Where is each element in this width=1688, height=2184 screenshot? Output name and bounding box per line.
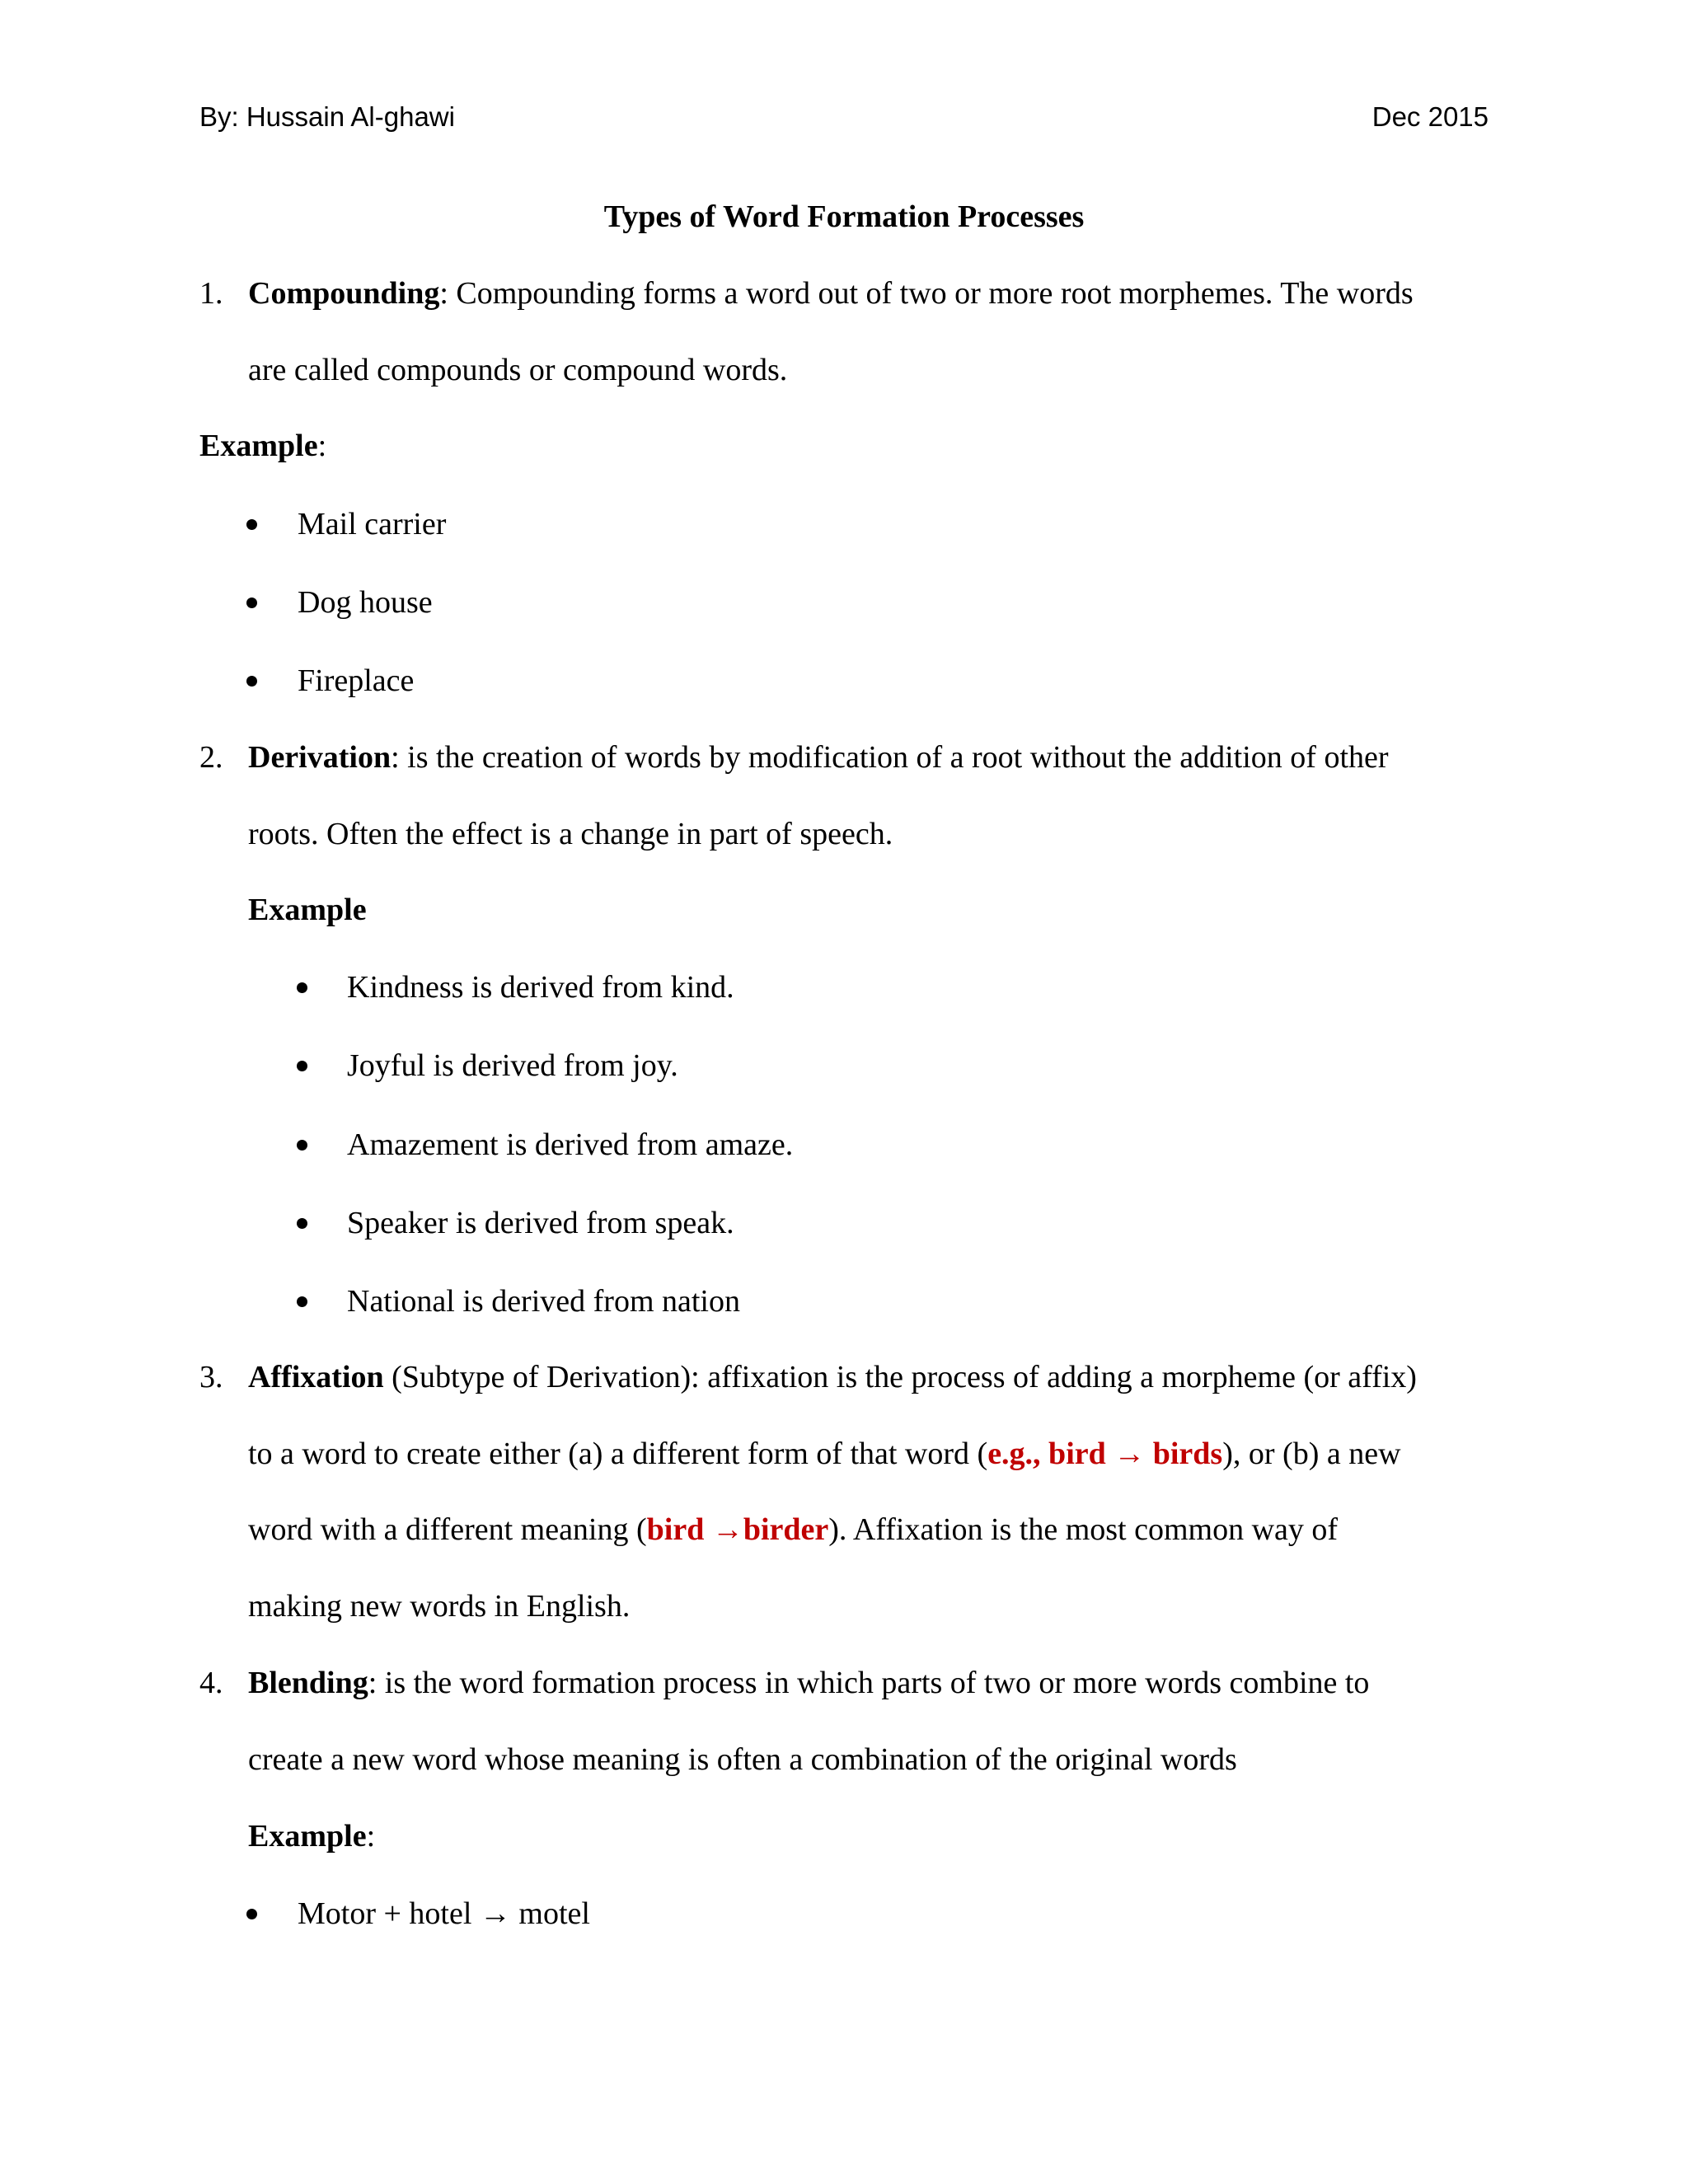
- section-compounding-line-1: Compounding: Compounding forms a word out of two or more root morphemes. The words: [248, 276, 1414, 311]
- list-item: Speaker is derived from speak.: [347, 1206, 734, 1240]
- list-item: Joyful is derived from joy.: [347, 1048, 678, 1083]
- section-blending-line-2: create a new word whose meaning is often a combination of the original words: [248, 1742, 1237, 1777]
- list-item: Motor + hotel → motel: [298, 1896, 590, 1931]
- term-compounding: Compounding: [248, 276, 440, 311]
- term-affixation: Affixation: [248, 1360, 384, 1394]
- bullet-icon: [297, 1296, 307, 1307]
- bullet-icon: [297, 1140, 307, 1151]
- section-compounding-line-2: are called compounds or compound words.: [248, 353, 788, 387]
- section-affixation-line-2: to a word to create either (a) a different form of that word (e.g., bird → birds), or (b) a new: [248, 1436, 1401, 1471]
- section-number: 4.: [199, 1666, 223, 1700]
- example-label: Example:: [199, 429, 327, 463]
- bullet-icon: [297, 1218, 307, 1229]
- section-number: 1.: [199, 276, 223, 311]
- list-item: Kindness is derived from kind.: [347, 970, 734, 1005]
- bullet-icon: [246, 519, 257, 530]
- highlight-example: bird →birder: [646, 1512, 829, 1547]
- example-label: Example:: [248, 1819, 376, 1854]
- section-number: 3.: [199, 1360, 223, 1394]
- section-affixation-line-3: word with a different meaning (bird →birder). Affixation is the most common way of: [248, 1512, 1339, 1547]
- section-blending-line-1: Blending: is the word formation process in which parts of two or more words combine to: [248, 1666, 1370, 1700]
- term-blending: Blending: [248, 1666, 368, 1700]
- section-affixation-line-1: Affixation (Subtype of Derivation): affixation is the process of adding a morpheme (or affix): [248, 1360, 1417, 1394]
- document-title: Types of Word Formation Processes: [603, 199, 1085, 234]
- section-number: 2.: [199, 740, 223, 775]
- highlight-example: e.g., bird → birds: [987, 1436, 1223, 1471]
- author-header: By: Hussain Al-ghawi: [199, 101, 455, 132]
- list-item: Fireplace: [298, 663, 415, 698]
- section-derivation-line-2: roots. Often the effect is a change in part of speech.: [248, 817, 893, 851]
- list-item: Dog house: [298, 585, 433, 620]
- bullet-icon: [246, 598, 257, 608]
- bullet-icon: [297, 1061, 307, 1071]
- list-item: National is derived from nation: [347, 1284, 740, 1319]
- example-label: Example: [248, 893, 367, 927]
- bullet-icon: [297, 982, 307, 993]
- term-derivation: Derivation: [248, 740, 392, 775]
- section-affixation-line-4: making new words in English.: [248, 1589, 631, 1624]
- bullet-icon: [246, 676, 257, 687]
- section-derivation-line-1: Derivation: is the creation of words by modification of a root without the addition of other: [248, 740, 1389, 775]
- list-item: Mail carrier: [298, 507, 447, 541]
- date-header: Dec 2015: [1372, 101, 1489, 132]
- bullet-icon: [246, 1909, 257, 1919]
- list-item: Amazement is derived from amaze.: [347, 1127, 794, 1162]
